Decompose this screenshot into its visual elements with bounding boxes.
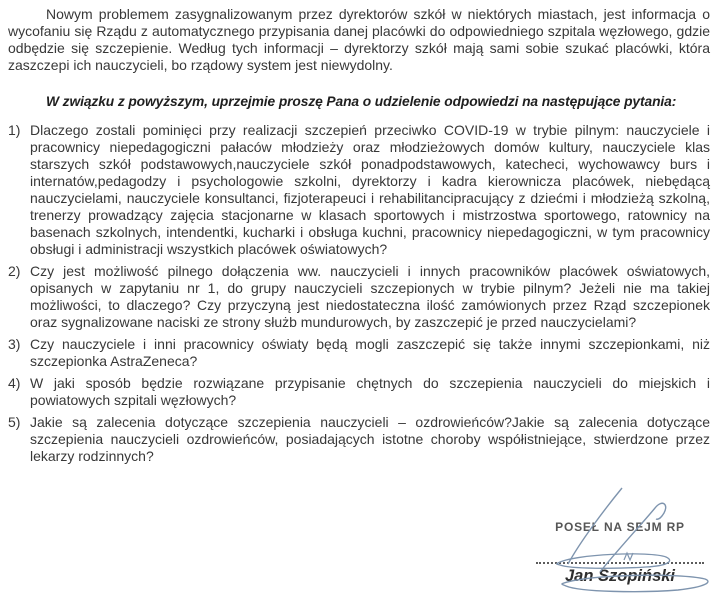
signature-name: Jan Szopiński	[564, 567, 676, 585]
question-item-5	[8, 414, 710, 465]
questions-list	[8, 122, 710, 465]
request-line: W związku z powyższym, uprzejmie proszę Pana o udzielenie odpowiedzi na następujące pytania:	[46, 94, 677, 109]
question-item-2	[8, 263, 710, 331]
question-item-3	[8, 336, 710, 370]
question-text: Czy jest możliwość pilnego dołączenia ww. nauczycieli i innych pracowników placówek oświatowych, opisanych w zapytaniu nr 1, do grupy nauczycieli szczepionych w trybie pilnym? Jeżeli nie ma takiej możliwości, to dlaczego? Czy przyczyną jest niedostateczna ilość zamówionych przez Rząd szczepionek oraz sygnalizowane naciski ze strony służb mundurowych, by zaszczepić je przed nauczycielami?	[30, 263, 710, 330]
question-number: 1)	[8, 122, 21, 138]
question-number: 2)	[8, 263, 21, 279]
question-text: Dlaczego zostali pominięci przy realizacji szczepień przeciwko COVID-19 w trybie pilnym: nauczyciele i pracownicy niepedagogiczni pałaców młodzieży oraz młodzieżowych domów kultury, nauczyciele klas starszych szkół podstawowych,nauczyciele szkół ponadpodstawowych, katecheci, wychowawcy burs i internatów,pedagodzy i psychologowie szkolni, dyrektorzy i kadra kierownicza placówek, niebędącą nauczycielami, nauczyciele konsultanci, fizjoterapeuci i rehabilitancipracujący z dziećmi i młodzieżą szkolną, trenerzy prowadzący zajęcia stacjonarne w klasach sportowych i mistrzostwa sportowego, ratownicy na basenach szkolnych, intendentki, kucharki i obsługa kuchni, pracownicy niepedagogiczni, w tym pracownicy obsługi i administracji wszystkich placówek oświatowych?	[30, 122, 710, 257]
signature-title: POSEŁ NA SEJM RP	[555, 520, 685, 534]
question-text: W jaki sposób będzie rozwiązane przypisanie chętnych do szczepienia nauczycieli do miejskich i powiatowych szpitali węzłowych?	[30, 375, 710, 408]
question-number: 5)	[8, 414, 21, 430]
question-number: 3)	[8, 336, 21, 352]
question-item-1	[8, 122, 710, 258]
intro-paragraph: Nowym problemem zasygnalizowanym przez dyrektorów szkół w niektórych miastach, jest informacja o wycofaniu się Rządu z automatycznego przypisania danej placówki do odpowiedniego szpitala węzłowego, gdzie odbędzie się szczepienie. Według tych informacji – dyrektorzy szkół mają sami sobie szukać placówki, która zaszczepi ich nauczycieli, bo rządowy system jest niewydolny.	[8, 6, 710, 73]
question-text: Jakie są zalecenia dotyczące szczepienia nauczycieli – ozdrowieńców?Jakie są zalecenia dotyczące szczepienia nauczycieli ozdrowieńców, posiadających istotne choroby współistniejące, stwierdzone przez lekarzy rodzinnych?	[30, 414, 710, 464]
question-item-4	[8, 375, 710, 409]
question-text: Czy nauczyciele i inni pracownicy oświaty będą mogli zaszczepić się także innymi szczepionkami, niż szczepionka AstraZeneca?	[30, 336, 710, 369]
question-number: 4)	[8, 375, 21, 391]
signature-block	[532, 520, 708, 594]
signature-dotted-line	[536, 562, 704, 564]
